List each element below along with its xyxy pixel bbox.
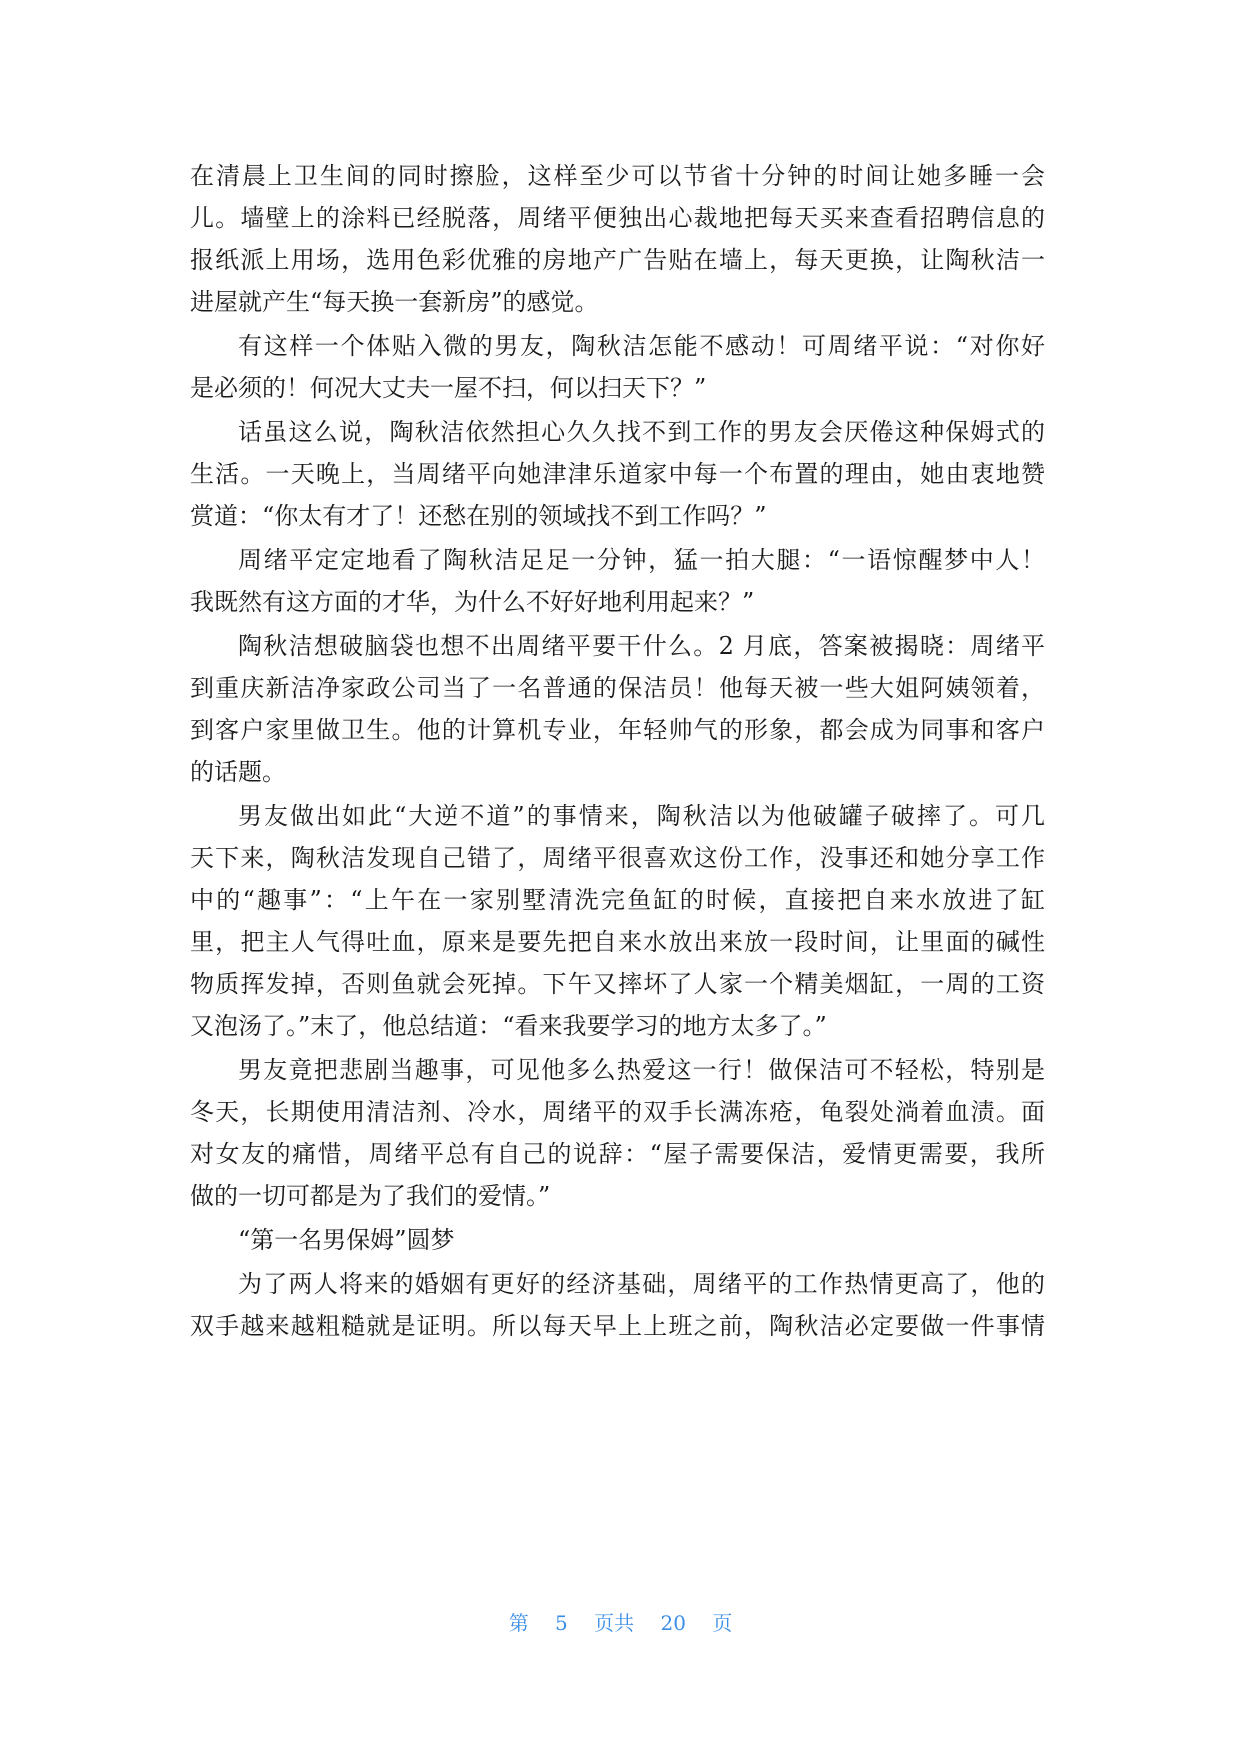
footer-mid: 页共: [594, 1611, 635, 1635]
text-line: 我既然有这方面的才华，为什么不好好地利用起来？”: [190, 588, 755, 616]
footer-prefix: 第: [508, 1611, 529, 1635]
text-line: 报纸派上用场，选用色彩优雅的房地产广告贴在墙上，每天更换，让陶秋洁一: [190, 246, 1045, 274]
text-line: 又泡汤了。”末了，他总结道：“看来我要学习的地方太多了。”: [190, 1012, 827, 1040]
text-line: 到客户家里做卫生。他的计算机专业，年轻帅气的形象，都会成为同事和客户: [190, 716, 1045, 744]
page-footer: [0, 1607, 1241, 1636]
text-line: 儿。墙壁上的涂料已经脱落，周绪平便独出心裁地把每天买来查看招聘信息的: [190, 204, 1045, 232]
text-line: 男友做出如此“大逆不道”的事情来，陶秋洁以为他破罐子破摔了。可几: [238, 802, 1045, 830]
text-line: 进屋就产生“每天换一套新房”的感觉。: [190, 288, 599, 316]
text-line: 冬天，长期使用清洁剂、冷水，周绪平的双手长满冻疮，龟裂处淌着血渍。面: [190, 1098, 1045, 1126]
text-line: 双手越来越粗糙就是证明。所以每天早上上班之前，陶秋洁必定要做一件事情: [190, 1312, 1045, 1340]
text-line: 里，把主人气得吐血，原来是要先把自来水放出来放一段时间，让里面的碱性: [190, 928, 1045, 956]
text-line: 有这样一个体贴入微的男友，陶秋洁怎能不感动！可周绪平说：“对你好: [238, 332, 1045, 360]
footer-page-total: 20: [660, 1611, 686, 1635]
text-line: 陶秋洁想破脑袋也想不出周绪平要干什么。2 月底，答案被揭晓：周绪平: [238, 632, 1045, 660]
text-line: 的话题。: [190, 758, 286, 786]
text-line: 对女友的痛惜，周绪平总有自己的说辞：“屋子需要保洁，爱情更需要，我所: [190, 1140, 1045, 1168]
text-line: 中的“趣事”：“上午在一家别墅清洗完鱼缸的时候，直接把自来水放进了缸: [190, 886, 1045, 914]
text-line: “第一名男保姆”圆梦: [238, 1226, 455, 1254]
text-line: 周绪平定定地看了陶秋洁足足一分钟，猛一拍大腿：“一语惊醒梦中人！: [238, 546, 1045, 574]
text-line: 为了两人将来的婚姻有更好的经济基础，周绪平的工作热情更高了，他的: [238, 1270, 1045, 1298]
document-body: [190, 155, 1045, 1347]
text-line: 男友竟把悲剧当趣事，可见他多么热爱这一行！做保洁可不轻松，特别是: [238, 1056, 1045, 1084]
text-line: 生活。一天晚上，当周绪平向她津津乐道家中每一个布置的理由，她由衷地赞: [190, 460, 1045, 488]
text-line: 话虽这么说，陶秋洁依然担心久久找不到工作的男友会厌倦这种保姆式的: [238, 418, 1045, 446]
text-line: 在清晨上卫生间的同时擦脸，这样至少可以节省十分钟的时间让她多睡一会: [190, 162, 1045, 190]
text-line: 到重庆新洁净家政公司当了一名普通的保洁员！他每天被一些大姐阿姨领着，: [190, 674, 1045, 702]
text-line: 赏道：“你太有才了！还愁在别的领域找不到工作吗？”: [190, 502, 767, 530]
text-line: 是必须的！何况大丈夫一屋不扫，何以扫天下？”: [190, 374, 707, 402]
text-line: 天下来，陶秋洁发现自己错了，周绪平很喜欢这份工作，没事还和她分享工作: [190, 844, 1045, 872]
text-line: 物质挥发掉，否则鱼就会死掉。下午又摔坏了人家一个精美烟缸，一周的工资: [190, 970, 1045, 998]
footer-page-number: 5: [555, 1611, 568, 1635]
footer-suffix: 页: [712, 1611, 733, 1635]
text-line: 做的一切可都是为了我们的爱情。”: [190, 1182, 551, 1210]
